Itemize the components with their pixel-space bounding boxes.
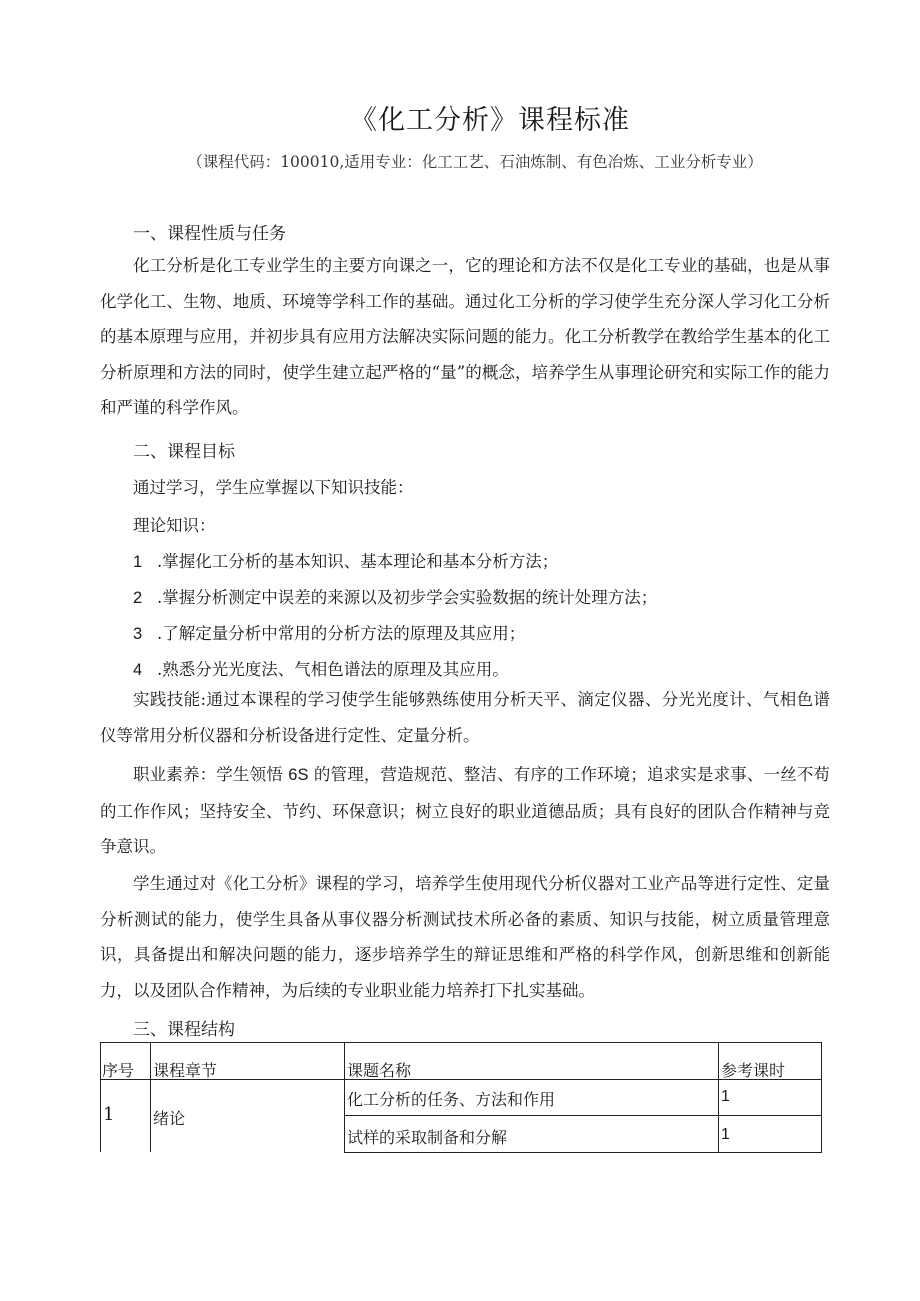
table-header-topic: 课题名称 [347, 1061, 412, 1080]
paragraph-professional-quality [100, 757, 830, 865]
page-title: 《化工分析》课程标准 [350, 105, 630, 136]
table-cell-topic: 化工分析的任务、方法和作用 [347, 1090, 556, 1109]
section-heading-objectives: 二、课程目标 [133, 442, 235, 462]
objectives-intro: 通过学习，学生应掌握以下知识技能： [133, 478, 414, 497]
theory-label: 理论知识： [133, 516, 216, 535]
list-item-text: .掌握化工分析的基本知识、基本理论和基本分析方法； [157, 552, 559, 571]
list-item-number: 3 [133, 625, 143, 643]
list-item [133, 548, 558, 572]
list-item [133, 656, 509, 680]
quality-text-end: 的管理，营造规范、整洁、有序的工作环境；追求实是求事、一丝不苟的工作作风；坚持安全、节约、环保意识；树立良好的职业道德品质；具有良好的团队合作精神与竞争意识。 [100, 765, 831, 856]
quality-code: 6S [288, 766, 309, 784]
list-item-number: 1 [133, 553, 143, 571]
list-item [133, 620, 525, 644]
quality-text-start: 职业素养：学生领悟 [133, 765, 283, 784]
table-cell-hours: 1 [721, 1088, 730, 1105]
table-cell-index: 1 [103, 1104, 115, 1125]
table-header-hours: 参考课时 [721, 1061, 786, 1080]
table-cell-topic: 试样的采取制备和分解 [347, 1128, 508, 1147]
table-header-chapter: 课程章节 [153, 1061, 218, 1080]
section-heading-nature: 一、课程性质与任务 [133, 224, 286, 244]
paragraph-nature: 化工分析是化工专业学生的主要方向课之一，它的理论和方法不仅是化工专业的基础，也是从事化学化工、生物、地质、环境等学科工作的基础。通过化工分析的学习使学生充分深人学习化工分析的基本原理与应用，并初步具有应用方法解决实际问题的能力。化工分析教学在教给学生基本的化工分析原理和方法的同时，使学生建立起严格的“量”的概念，培养学生从事理论研究和实际工作的能力和严谨的科学作风。 [100, 256, 830, 417]
list-item-text: .了解定量分析中常用的分析方法的原理及其应用； [157, 624, 526, 643]
course-info-subtitle: （课程代码：100010,适用专业：化工工艺、石油炼制、有色冶炼、工业分析专业） [187, 153, 763, 171]
list-item [133, 584, 657, 608]
list-item-text: .掌握分析测定中误差的来源以及初步学会实验数据的统计处理方法； [157, 588, 658, 607]
table-header-index: 序号 [102, 1061, 135, 1080]
paragraph-practice-skills: 实践技能:通过本课程的学习使学生能够熟练使用分析天平、滴定仪器、分光光度计、气相色谱仪等常用分析仪器和分析设备进行定性、定量分析。 [100, 690, 830, 745]
list-item-number: 4 [133, 661, 143, 679]
list-item-number: 2 [133, 589, 143, 607]
table-cell-chapter: 绪论 [153, 1109, 186, 1128]
list-item-text: .熟悉分光光度法、气相色谱法的原理及其应用。 [157, 660, 509, 679]
paragraph-summary: 学生通过对《化工分析》课程的学习，培养学生使用现代分析仪器对工业产品等进行定性、定量分析测试的能力，使学生具备从事仪器分析测试技术所必备的素质、知识与技能，树立质量管理意识，具备提出和解决问题的能力，逐步培养学生的辩证思维和严格的科学作风，创新思维和创新能力，以及团队合作精神，为后续的专业职业能力培养打下扎实基础。 [100, 874, 830, 1000]
table-cell-hours: 1 [721, 1126, 730, 1143]
section-heading-structure: 三、课程结构 [133, 1020, 235, 1040]
